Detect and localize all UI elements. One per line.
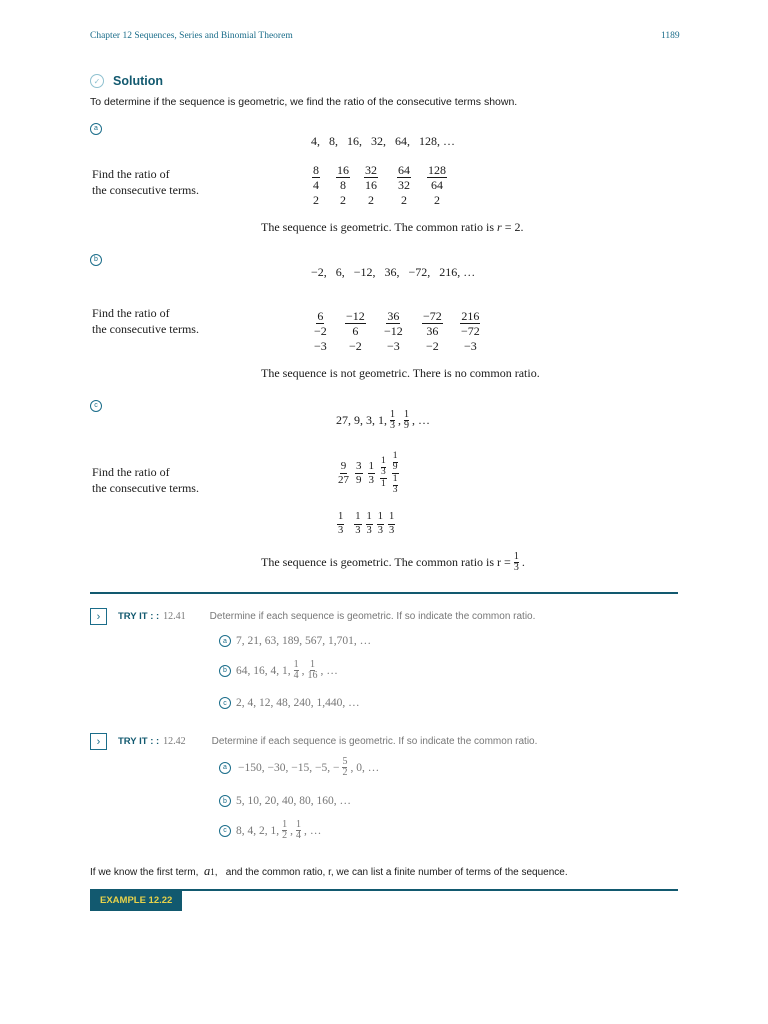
part-b-marker: b — [90, 248, 102, 266]
closing-text: If we know the first term, a 1 , and the common ratio, r, we can list a finite number of terms of the sequence. — [90, 864, 568, 878]
ratio-column — [427, 164, 447, 208]
part-b-label: Find the ratio of the consecutive terms. — [92, 306, 199, 336]
try-it-instruction: Determine if each sequence is geometric. If so indicate the common ratio. — [211, 736, 538, 747]
part-a-marker: a — [90, 117, 102, 135]
try-it-12-42-header — [90, 733, 537, 750]
example-badge: EXAMPLE 12.22 — [90, 891, 182, 911]
ratio-value: 2 — [401, 193, 407, 207]
check-circle-icon: ✓ — [90, 74, 104, 88]
ratio-fraction: $\frac{32}{16}$ — [365, 163, 377, 192]
ratio-value: 2 — [434, 193, 440, 207]
part-b-conclusion: The sequence is not geometric. There is no common ratio. — [261, 366, 540, 380]
try-it-12-41-header — [90, 608, 535, 625]
part-c-marker: c — [90, 394, 102, 412]
ratio-fraction: $\frac{64}{32}$ — [398, 163, 410, 192]
try-it-instruction: Determine if each sequence is geometric. If so indicate the common ratio. — [209, 611, 536, 622]
ratio-fraction: $\frac{16}{8}$ — [337, 163, 349, 192]
part-c-conclusion: The sequence is geometric. The common ratio is r = $\frac{1}{3}$ . — [261, 551, 525, 573]
part-c-sequence: 27, 9, 3, 1, 1 3 , 1 9 , … — [336, 409, 430, 431]
ratio-value: −3 — [387, 339, 400, 353]
part-c-ratios — [337, 452, 399, 495]
ratio-fraction: $\frac{3}{9}$ — [356, 460, 362, 486]
chevron-right-icon[interactable]: › — [90, 733, 107, 750]
part-c-values: $\frac{1}{3}$ $\frac{1}{3}$ $\frac{1}{3}$ $\frac{1}{3}$ $\frac{1}{3}$ — [338, 511, 395, 536]
try-it-12-41-c: c 2, 4, 12, 48, 240, 1,440, … — [219, 697, 360, 709]
ratio-fraction: $\frac{36}{-12}$ — [384, 309, 403, 338]
ratio-value: −2 — [426, 339, 439, 353]
page-number: 1189 — [661, 31, 680, 41]
solution-title: Solution — [113, 74, 163, 88]
ratio-value: −2 — [349, 339, 362, 353]
try-it-number: 12.42 — [163, 736, 186, 747]
ratio-column — [422, 310, 443, 354]
ratio-value: 2 — [368, 193, 374, 207]
solution-intro: To determine if the sequence is geometric, we find the ratio of the consecutive terms shown. — [90, 96, 518, 108]
ratio-value: 2 — [340, 193, 346, 207]
solution-heading — [90, 74, 163, 88]
try-it-label: TRY IT : : — [118, 611, 160, 622]
try-it-12-42-a: a −150, −30, −15, −5, − $\frac{5}{2}$ , 0, … — [219, 757, 379, 778]
ratio-fraction: $\frac{8}{4}$ — [313, 163, 319, 192]
ratio-column — [460, 310, 481, 354]
part-b-sequence: −2, 6, −12, 36, −72, 216, … — [311, 265, 476, 279]
ratio-fraction: $\frac{216}{-72}$ — [461, 309, 480, 338]
ratio-value: −3 — [464, 339, 477, 353]
try-it-12-41-b: b 64, 16, 4, 1, 1 4 , 1 16 , … — [219, 660, 338, 681]
ratio-column — [364, 164, 378, 208]
ratio-fraction: $\frac{-72}{36}$ — [423, 309, 442, 338]
try-it-12-41-a: a 7, 21, 63, 189, 567, 1,701, … — [219, 635, 371, 647]
chevron-right-icon[interactable]: › — [90, 608, 107, 625]
ratio-column — [312, 164, 320, 208]
ratio-fraction: $\frac{-12}{6}$ — [346, 309, 365, 338]
ratio-complex-fraction: 1 3 1 — [381, 456, 386, 490]
chapter-title: Chapter 12 Sequences, Series and Binomial Theorem — [90, 31, 293, 41]
part-a-sequence: 4, 8, 16, 32, 64, 128, … — [311, 134, 455, 148]
ratio-fraction: $\frac{6}{-2}$ — [314, 309, 327, 338]
ratio-complex-fraction: 1 9 1 3 — [392, 451, 398, 495]
try-it-label: TRY IT : : — [118, 736, 160, 747]
ratio-fraction: $\frac{9}{27}$ — [338, 460, 349, 486]
part-a-conclusion: The sequence is geometric. The common ratio is r = 2. — [261, 220, 524, 234]
try-it-12-42-b: b 5, 10, 20, 40, 80, 160, … — [219, 795, 351, 807]
ratio-column — [313, 310, 328, 354]
try-it-12-42-c: c 8, 4, 2, 1, 1 2 , 1 4 , … — [219, 820, 321, 841]
section-divider — [90, 592, 678, 594]
try-it-number: 12.41 — [163, 611, 186, 622]
ratio-value: 2 — [313, 193, 319, 207]
ratio-column — [345, 310, 366, 354]
ratio-column — [383, 310, 404, 354]
part-c-label: Find the ratio of the consecutive terms. — [92, 465, 199, 495]
ratio-column — [336, 164, 350, 208]
ratio-fraction: $\frac{1}{3}$ — [368, 460, 374, 486]
part-a-label: Find the ratio of the consecutive terms. — [92, 167, 199, 197]
ratio-value: −3 — [314, 339, 327, 353]
ratio-fraction: $\frac{128}{64}$ — [428, 163, 446, 192]
ratio-column — [397, 164, 411, 208]
